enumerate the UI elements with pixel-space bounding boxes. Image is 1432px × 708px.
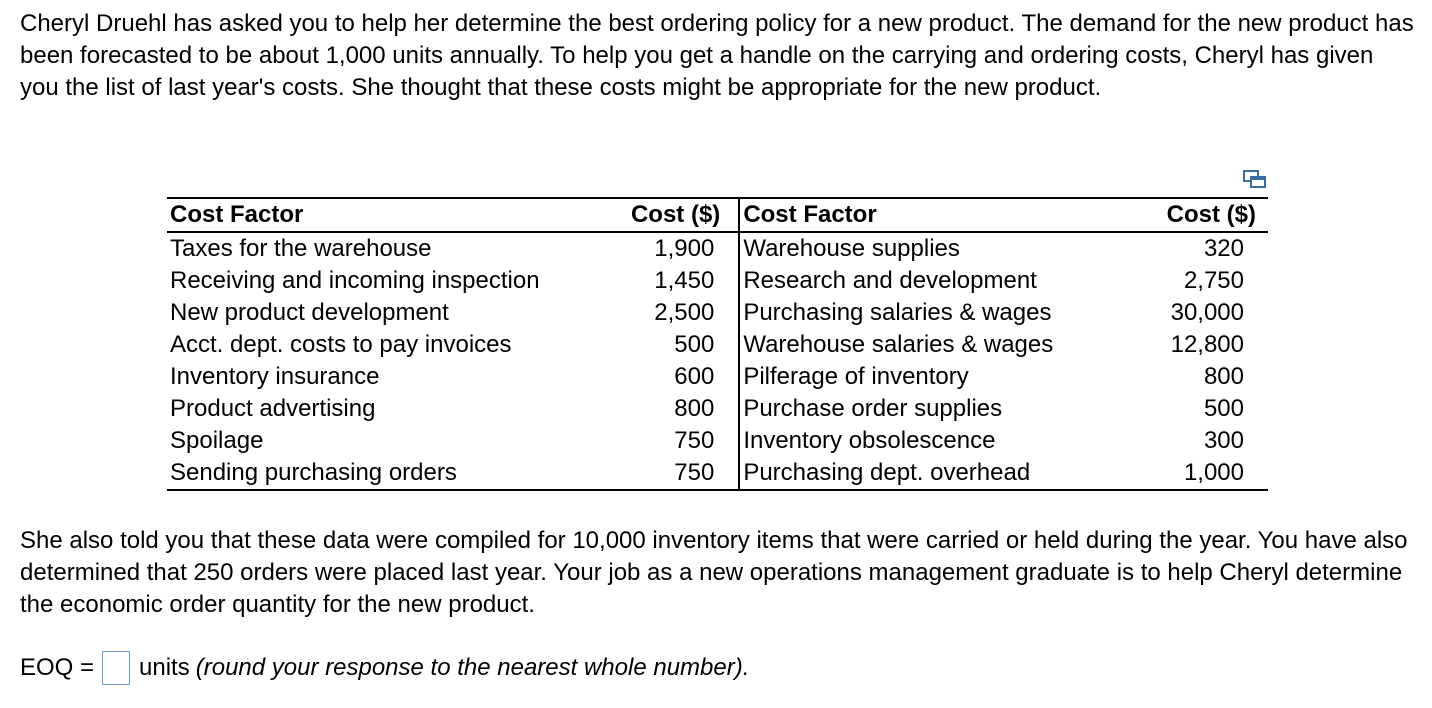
table-row: [167, 457, 1268, 490]
header-cost-factor-2: Cost Factor: [739, 198, 1087, 232]
cost-factor-cell: Acct. dept. costs to pay invoices: [170, 331, 512, 358]
problem-followup: She also told you that these data were compiled for 10,000 inventory items that were carried or held during the year. You have also determined that 250 orders were placed last year. Your job as a new operations management graduate is to help Cheryl determine the economic order quantity for the new product.: [20, 527, 1408, 618]
cost-cell: 600: [674, 363, 715, 390]
cost-factor-cell: Spoilage: [170, 427, 264, 454]
cost-cell: 300: [1203, 427, 1244, 454]
cost-cell: 500: [1203, 395, 1244, 422]
cost-factor-cell: Warehouse supplies: [739, 232, 1087, 265]
cost-cell: 2,750: [1183, 267, 1244, 294]
eoq-label: EOQ =: [20, 654, 95, 681]
cost-factor-cell: Purchasing salaries & wages: [739, 297, 1087, 329]
cost-cell: 1,450: [654, 267, 715, 294]
cost-cell: 1,900: [654, 235, 715, 262]
eoq-input[interactable]: [102, 651, 130, 685]
header-cost-factor-1: Cost Factor: [167, 198, 589, 232]
cost-cell: 750: [589, 457, 739, 490]
cost-cell: 500: [674, 331, 715, 358]
cost-cell: 2,500: [654, 299, 715, 326]
table-row: [167, 232, 1268, 265]
problem-intro: Cheryl Druehl has asked you to help her determine the best ordering policy for a new product. The demand for the new product has been forecasted to be about 1,000 units annually. To help you get a handle on the carrying and ordering costs, Cheryl has given you the list of last year's costs. She thought that these costs might be appropriate for the new product.: [20, 10, 1414, 101]
table-row: [167, 361, 1268, 393]
cost-factor-cell: Product advertising: [170, 395, 376, 422]
cost-cell: 1,000: [1088, 457, 1268, 490]
cost-cell: 800: [674, 395, 715, 422]
cost-factor-cell: Inventory obsolescence: [739, 425, 1087, 457]
cost-cell: 12,800: [1170, 331, 1244, 358]
table-header-row: [167, 198, 1268, 232]
header-cost-1: Cost ($): [589, 198, 739, 232]
copy-table-icon[interactable]: [1243, 170, 1267, 190]
header-cost-2: Cost ($): [1088, 198, 1268, 232]
cost-cell: 800: [1203, 363, 1244, 390]
cost-factor-cell: Inventory insurance: [170, 363, 380, 390]
cost-cell: 30,000: [1170, 299, 1244, 326]
cost-factor-cell: Taxes for the warehouse: [170, 235, 432, 262]
table-row: [167, 297, 1268, 329]
cost-factor-cell: Pilferage of inventory: [739, 361, 1087, 393]
cost-factor-cell: Warehouse salaries & wages: [739, 329, 1087, 361]
cost-factor-cell: Sending purchasing orders: [167, 457, 589, 490]
eoq-answer-row: [20, 650, 749, 686]
cost-cell: 320: [1203, 235, 1244, 262]
table-row: [167, 265, 1268, 297]
cost-factor-cell: Purchasing dept. overhead: [739, 457, 1087, 490]
table-row: [167, 425, 1268, 457]
cost-table: [167, 197, 1268, 491]
table-row: [167, 393, 1268, 425]
eoq-units: units: [139, 654, 190, 681]
cost-factor-cell: New product development: [170, 299, 449, 326]
cost-factor-cell: Receiving and incoming inspection: [170, 267, 540, 294]
cost-factor-cell: Research and development: [739, 265, 1087, 297]
table-row: [167, 329, 1268, 361]
cost-cell: 750: [674, 427, 715, 454]
eoq-rounding-hint: (round your response to the nearest whole number).: [195, 654, 750, 681]
cost-factor-cell: Purchase order supplies: [739, 393, 1087, 425]
